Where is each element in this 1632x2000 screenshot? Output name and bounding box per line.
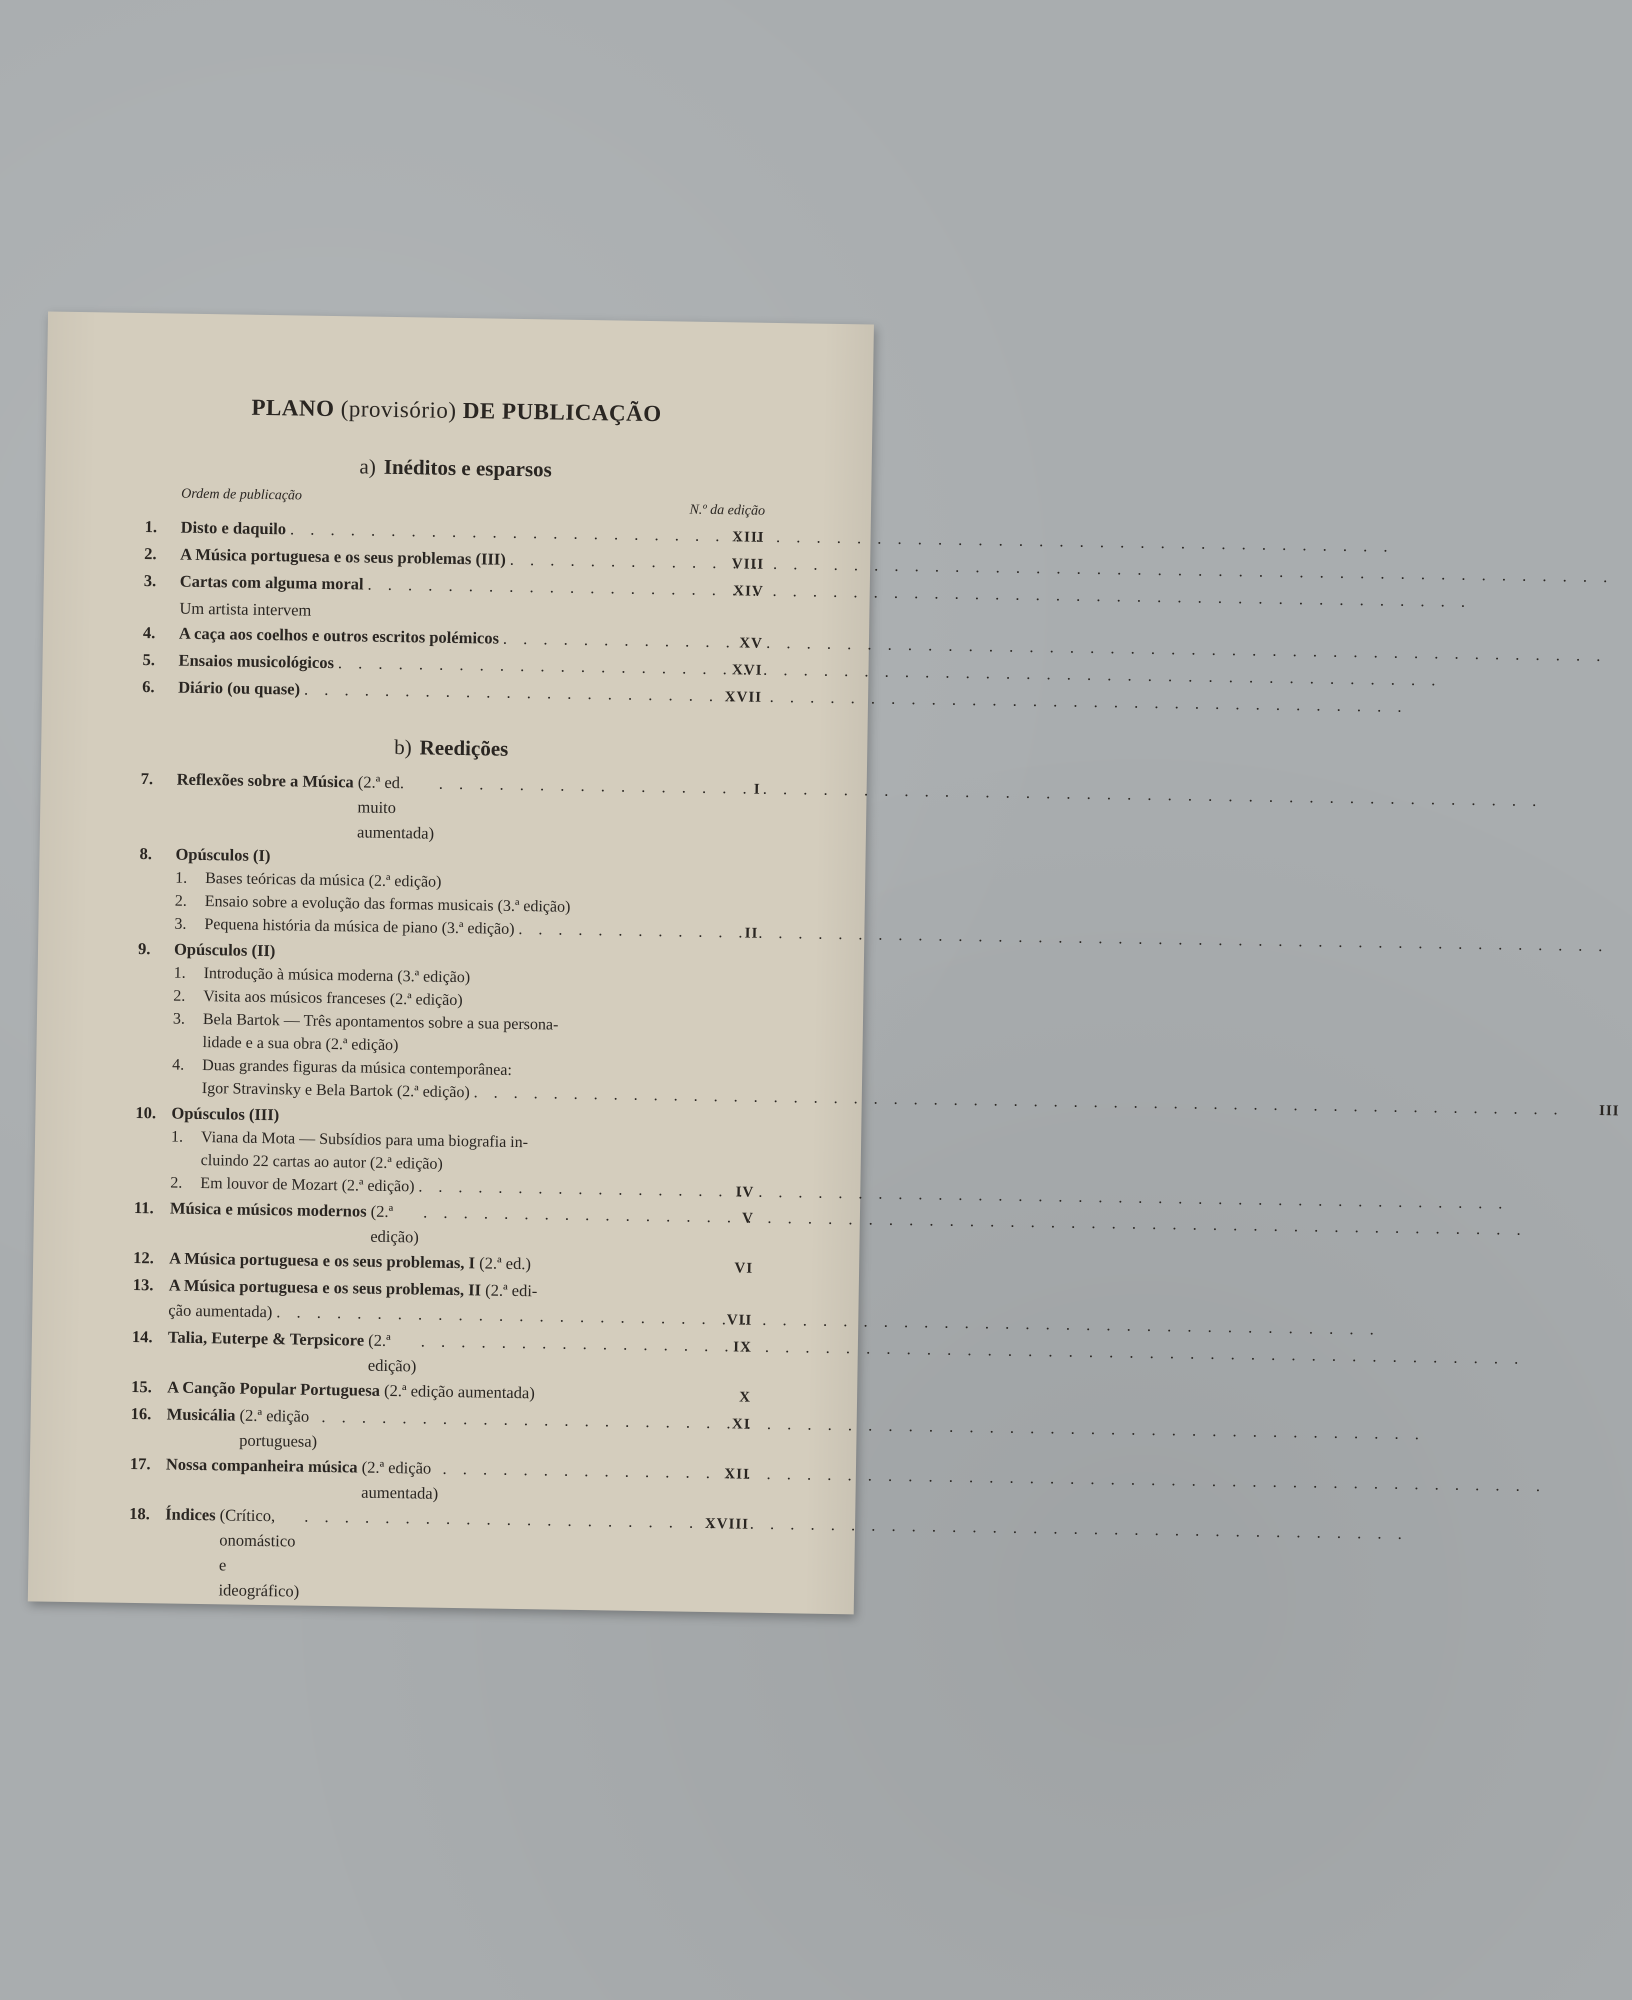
item-number: 15. <box>131 1376 152 1397</box>
edition-number: III <box>1598 1102 1620 1120</box>
item-number: 11. <box>133 1197 154 1218</box>
item-title: A Canção Popular Portuguesa <box>167 1377 381 1400</box>
item-title: Diário (ou quase) <box>178 677 301 699</box>
column-order-label: Ordem de publicação <box>181 486 303 504</box>
sub-item-text: Bases teóricas da música (2.ª edição) <box>205 870 442 891</box>
sub-item-continuation: lidade e a sua obra (2.ª edição) <box>202 1034 399 1055</box>
leader-dots <box>435 771 1543 813</box>
section-b-title: Reedições <box>419 735 509 761</box>
section-a-letter: a) <box>359 454 376 479</box>
item-title: Nossa companheira música <box>165 1454 358 1477</box>
item-title: Índices <box>165 1504 216 1525</box>
item-note: (2.ª edição) <box>370 1201 420 1247</box>
sub-item-text: Bela Bartok — Três apontamentos sobre a sua persona- <box>202 1011 559 1034</box>
edition-number: XIV <box>733 583 764 600</box>
item-number: 2. <box>144 544 157 564</box>
column-headers <box>145 486 765 518</box>
edition-number: XVII <box>724 689 763 706</box>
edition-number: IV <box>735 1184 755 1201</box>
sub-item-text: Pequena história da música de piano (3.ª edição) <box>204 916 515 938</box>
item-number: 7. <box>140 769 154 789</box>
item-title: A Música portuguesa e os seus problemas, I <box>169 1248 476 1273</box>
item-title: Opúsculos (III) <box>171 1103 280 1125</box>
item-number: 9. <box>137 939 151 959</box>
item-title: Musicália <box>166 1404 236 1425</box>
sub-item-number: 2. <box>174 892 187 910</box>
list-item <box>128 1501 749 1611</box>
item-note: (2.ª edi- <box>485 1280 538 1301</box>
item-number: 4. <box>142 623 156 643</box>
list-item <box>140 766 761 851</box>
item-subtitle: Um artista intervem <box>179 598 312 620</box>
item-title: Talia, Euterpe & Terpsicore <box>167 1327 365 1350</box>
book-page <box>28 312 1620 1615</box>
leader-dots <box>438 1456 1546 1498</box>
edition-number: XVI <box>731 662 763 679</box>
sub-item-text: Visita aos músicos franceses (2.ª edição) <box>203 988 463 1010</box>
item-title: A caça aos coelhos e outros escritos polémicos <box>178 623 500 648</box>
edition-number: XI <box>731 1416 751 1433</box>
edition-number: XIII <box>732 529 765 546</box>
sub-item-text: Duas grandes figuras da música contemporânea: <box>202 1057 512 1079</box>
item-number: 12. <box>133 1247 154 1268</box>
item-number: 3. <box>143 571 157 591</box>
page-content <box>128 393 1620 1611</box>
edition-number: V <box>741 1210 755 1227</box>
item-title: Ensaios musicológicos <box>178 650 335 673</box>
item-note: (2.ª edição aumentada) <box>383 1380 535 1403</box>
sub-item-text: Introdução à música moderna (3.ª edição) <box>203 965 471 987</box>
sub-item-text: Ensaio sobre a evolução das formas musicais (3.ª edição) <box>204 893 571 916</box>
item-note: (2.ª edição portuguesa) <box>239 1405 318 1451</box>
sub-item-number: 1. <box>170 1128 184 1146</box>
item-note-continuation: ção aumentada) <box>168 1300 273 1322</box>
leader-dots <box>300 1504 1408 1546</box>
item-title: A Música portuguesa e os seus problemas, II <box>168 1275 482 1300</box>
section-a-title: Inéditos e esparsos <box>383 454 552 482</box>
item-number: 6. <box>142 677 155 697</box>
sub-item-number: 2. <box>173 987 186 1005</box>
sub-item-number: 3. <box>174 915 187 933</box>
item-number: 14. <box>131 1326 153 1347</box>
edition-number: VII <box>726 1312 753 1329</box>
item-note: (2.ª ed.) <box>479 1253 532 1274</box>
item-title: Música e músicos modernos <box>169 1198 367 1221</box>
page-title <box>146 393 766 429</box>
item-title: Reflexões sobre a Música <box>176 769 354 792</box>
edition-number: VI <box>734 1260 754 1277</box>
edition-number: XII <box>724 1466 750 1483</box>
edition-number: I <box>753 781 761 798</box>
edition-number: II <box>744 925 759 942</box>
sub-item-text: Em louvor de Mozart (2.ª edição) <box>200 1175 415 1196</box>
item-note: (2.ª ed. muito aumentada) <box>356 772 435 843</box>
item-title: Opúsculos (I) <box>175 844 271 866</box>
item-number: 18. <box>129 1503 150 1524</box>
item-number: 16. <box>130 1403 152 1424</box>
sub-item-number: 2. <box>170 1174 183 1192</box>
sub-item-number: 1. <box>173 964 186 982</box>
item-number: 17. <box>129 1453 151 1474</box>
sub-item-continuation: Igor Stravinsky e Bela Bartok (2.ª edição) <box>201 1080 470 1102</box>
title-rest: DE PUBLICAÇÃO <box>462 398 662 427</box>
title-paren: (provisório) <box>340 396 457 423</box>
item-note: (2.ª edição aumentada) <box>361 1457 439 1503</box>
sub-item-number: 3. <box>172 1010 186 1028</box>
edition-number: IX <box>733 1339 752 1356</box>
item-number: 5. <box>142 650 156 670</box>
section-b-letter: b) <box>393 735 412 760</box>
sub-item-continuation: cluindo 22 cartas ao autor (2.ª edição) <box>200 1152 443 1173</box>
section-a-heading <box>145 451 765 486</box>
item-number: 13. <box>132 1274 154 1295</box>
item-title: Opúsculos (II) <box>173 939 276 961</box>
title-main: PLANO <box>251 394 335 422</box>
item-number: 1. <box>144 517 158 537</box>
edition-number: X <box>739 1389 752 1406</box>
edition-number: VIII <box>731 556 765 573</box>
leader-dots <box>317 1404 1425 1446</box>
item-title: A Música portuguesa e os seus problemas (III) <box>180 544 506 569</box>
item-title: Cartas com alguma moral <box>179 571 364 594</box>
item-number: 10. <box>135 1102 157 1123</box>
item-note: (2.ª edição) <box>367 1330 417 1376</box>
item-title: Disto e daquilo <box>180 517 287 539</box>
sub-item-number: 4. <box>172 1056 185 1074</box>
sub-item-number: 1. <box>175 869 188 887</box>
edition-number: XVIII <box>704 1515 750 1533</box>
item-note: (Crítico, onomástico e ideográfico) <box>218 1505 300 1601</box>
column-edition-label: N.º da edição <box>689 502 766 519</box>
item-number: 8. <box>139 844 153 864</box>
edition-number: XV <box>739 635 764 652</box>
sub-item-text: Viana da Mota — Subsídios para uma biografia in- <box>200 1129 529 1152</box>
